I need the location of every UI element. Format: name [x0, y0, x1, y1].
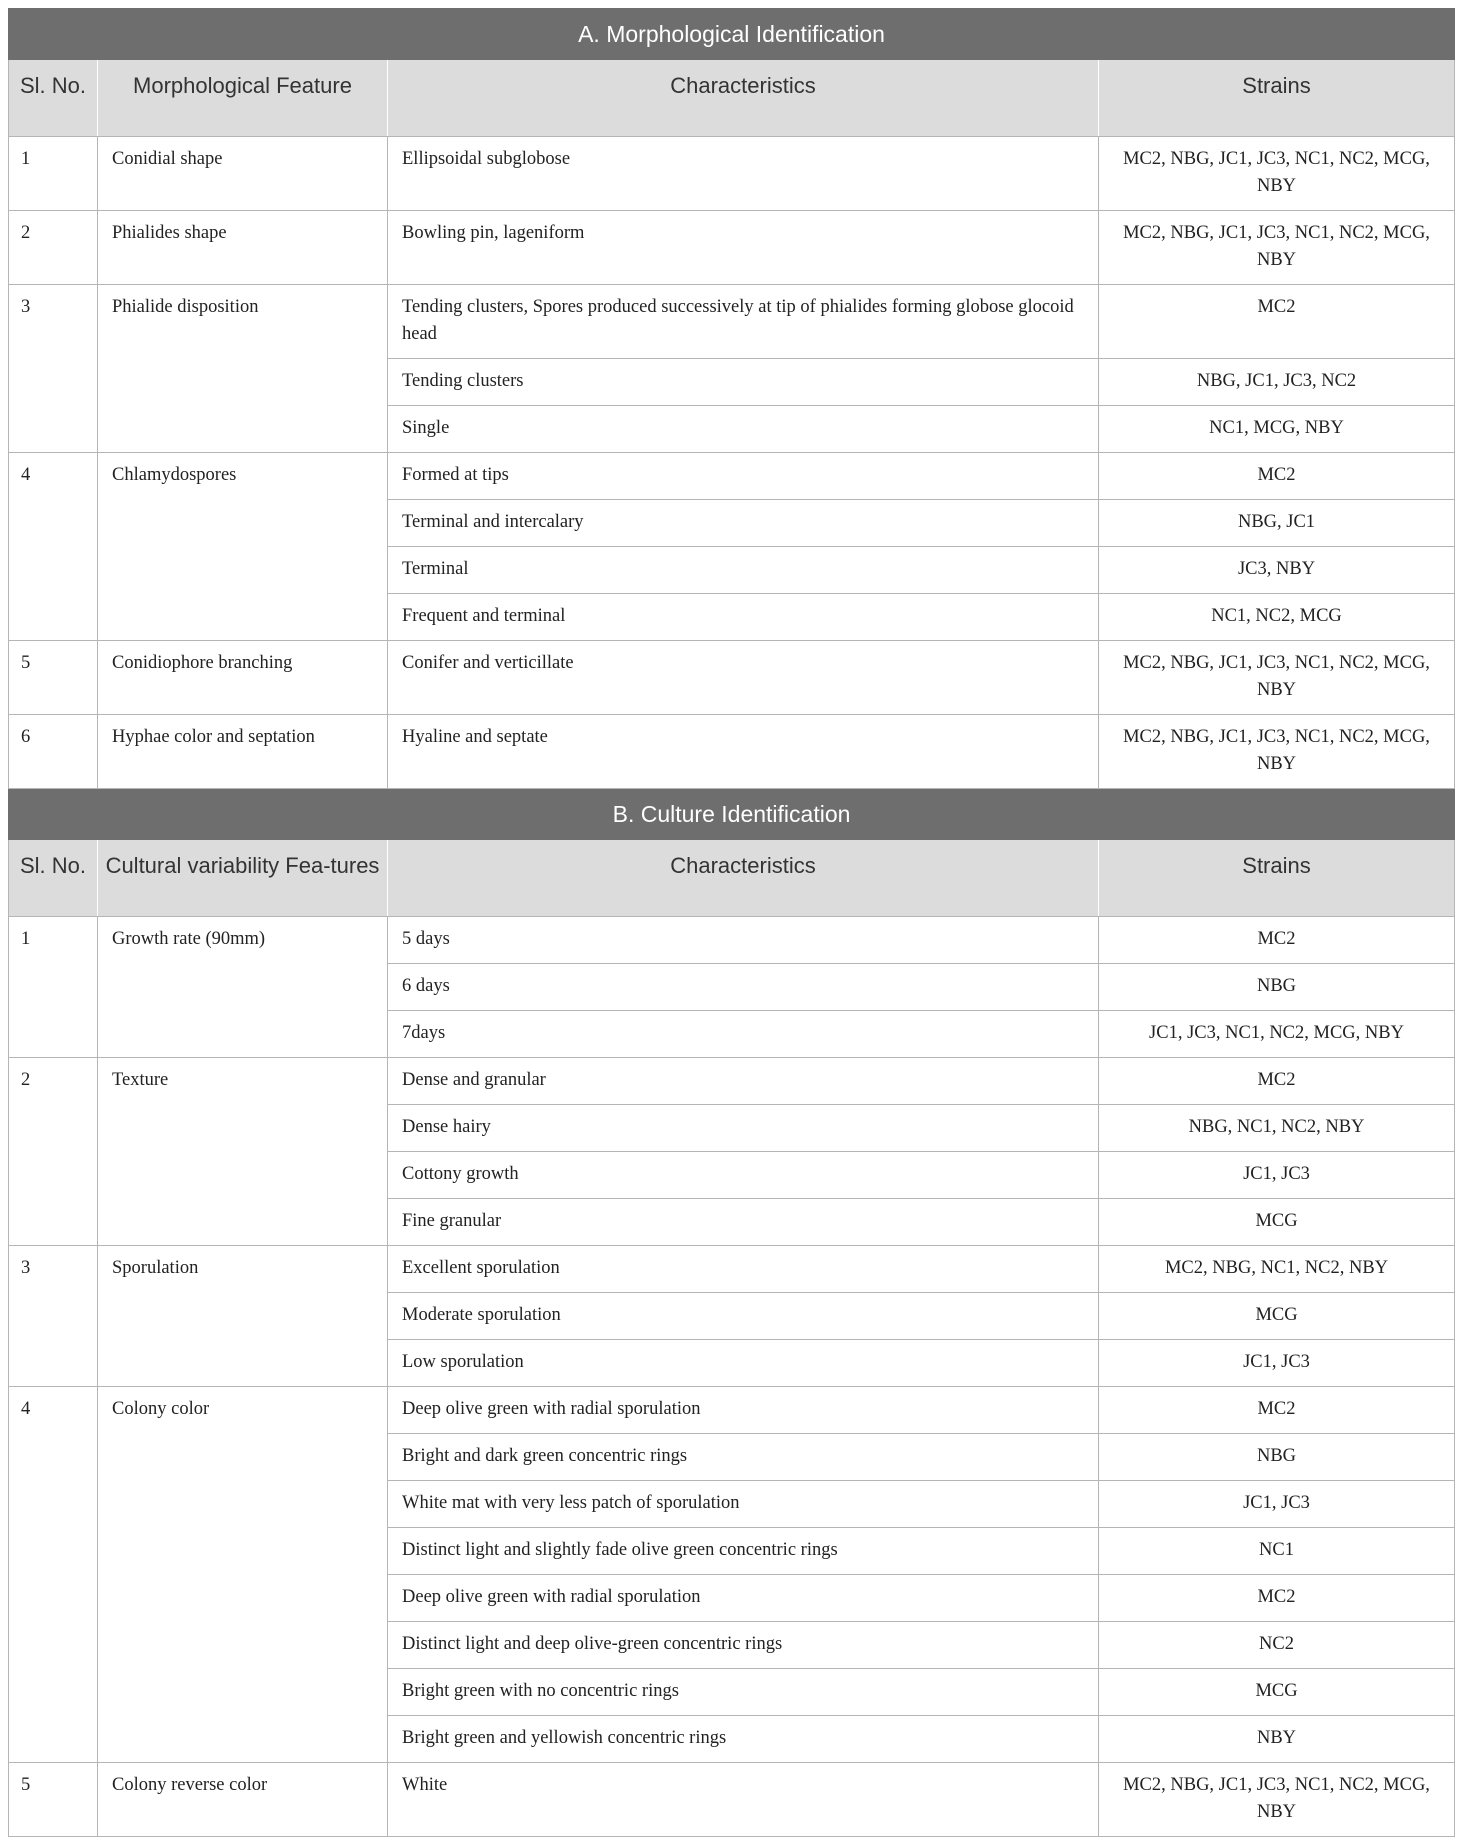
feature-cell: Phialide disposition	[98, 285, 388, 453]
strains-cell: NC1, MCG, NBY	[1099, 406, 1455, 453]
characteristics-cell: Bright green and yellowish concentric rings	[388, 1716, 1099, 1763]
table-row	[9, 1058, 1455, 1105]
column-header: Characteristics	[388, 840, 1099, 917]
identification-table	[8, 8, 1455, 1837]
characteristics-cell: Distinct light and deep olive-green concentric rings	[388, 1622, 1099, 1669]
strains-cell: MC2	[1099, 1387, 1455, 1434]
strains-cell: MC2, NBG, JC1, JC3, NC1, NC2, MCG, NBY	[1099, 715, 1455, 789]
column-header: Characteristics	[388, 60, 1099, 137]
strains-cell: JC1, JC3	[1099, 1481, 1455, 1528]
characteristics-cell: Formed at tips	[388, 453, 1099, 500]
strains-cell: NBG	[1099, 964, 1455, 1011]
section-title: A. Morphological Identification	[9, 9, 1455, 60]
characteristics-cell: Bowling pin, lageniform	[388, 211, 1099, 285]
row-number: 2	[9, 1058, 98, 1246]
strains-cell: NBG, JC1	[1099, 500, 1455, 547]
characteristics-cell: Dense and granular	[388, 1058, 1099, 1105]
table-row	[9, 917, 1455, 964]
characteristics-cell: Low sporulation	[388, 1340, 1099, 1387]
feature-cell: Texture	[98, 1058, 388, 1246]
characteristics-cell: White mat with very less patch of sporulation	[388, 1481, 1099, 1528]
strains-cell: MC2, NBG, JC1, JC3, NC1, NC2, MCG, NBY	[1099, 137, 1455, 211]
strains-cell: MC2, NBG, JC1, JC3, NC1, NC2, MCG, NBY	[1099, 1763, 1455, 1837]
row-number: 5	[9, 641, 98, 715]
characteristics-cell: Distinct light and slightly fade olive green concentric rings	[388, 1528, 1099, 1575]
characteristics-cell: Hyaline and septate	[388, 715, 1099, 789]
feature-cell: Colony color	[98, 1387, 388, 1763]
characteristics-cell: 6 days	[388, 964, 1099, 1011]
characteristics-cell: Deep olive green with radial sporulation	[388, 1575, 1099, 1622]
column-header: Strains	[1099, 840, 1455, 917]
table-row	[9, 1387, 1455, 1434]
feature-cell: Hyphae color and septation	[98, 715, 388, 789]
characteristics-cell: Terminal and intercalary	[388, 500, 1099, 547]
strains-cell: MC2, NBG, JC1, JC3, NC1, NC2, MCG, NBY	[1099, 641, 1455, 715]
feature-cell: Conidial shape	[98, 137, 388, 211]
strains-cell: NC1, NC2, MCG	[1099, 594, 1455, 641]
characteristics-cell: Single	[388, 406, 1099, 453]
column-header: Sl. No.	[9, 60, 98, 137]
strains-cell: NBY	[1099, 1716, 1455, 1763]
strains-cell: MC2	[1099, 1058, 1455, 1105]
row-number: 5	[9, 1763, 98, 1837]
table-row	[9, 137, 1455, 211]
characteristics-cell: Fine granular	[388, 1199, 1099, 1246]
characteristics-cell: Tending clusters, Spores produced successively at tip of phialides forming globose glocoid head	[388, 285, 1099, 359]
column-header: Morphological Feature	[98, 60, 388, 137]
characteristics-cell: White	[388, 1763, 1099, 1837]
strains-cell: NBG, JC1, JC3, NC2	[1099, 359, 1455, 406]
strains-cell: MC2, NBG, JC1, JC3, NC1, NC2, MCG, NBY	[1099, 211, 1455, 285]
characteristics-cell: Tending clusters	[388, 359, 1099, 406]
characteristics-cell: Cottony growth	[388, 1152, 1099, 1199]
table-row	[9, 715, 1455, 789]
characteristics-cell: 5 days	[388, 917, 1099, 964]
characteristics-cell: Bright green with no concentric rings	[388, 1669, 1099, 1716]
header-row	[9, 60, 1455, 137]
section-title-row	[9, 9, 1455, 60]
strains-cell: MCG	[1099, 1293, 1455, 1340]
column-header: Sl. No.	[9, 840, 98, 917]
characteristics-cell: Conifer and verticillate	[388, 641, 1099, 715]
feature-cell: Growth rate (90mm)	[98, 917, 388, 1058]
characteristics-cell: 7days	[388, 1011, 1099, 1058]
feature-cell: Conidiophore branching	[98, 641, 388, 715]
section-title-row	[9, 789, 1455, 840]
strains-cell: MC2	[1099, 285, 1455, 359]
table-row	[9, 1246, 1455, 1293]
column-header: Strains	[1099, 60, 1455, 137]
strains-cell: NC2	[1099, 1622, 1455, 1669]
row-number: 4	[9, 453, 98, 641]
table-row	[9, 211, 1455, 285]
characteristics-cell: Frequent and terminal	[388, 594, 1099, 641]
strains-cell: JC3, NBY	[1099, 547, 1455, 594]
feature-cell: Sporulation	[98, 1246, 388, 1387]
section-title: B. Culture Identification	[9, 789, 1455, 840]
header-row	[9, 840, 1455, 917]
row-number: 3	[9, 1246, 98, 1387]
row-number: 6	[9, 715, 98, 789]
characteristics-cell: Dense hairy	[388, 1105, 1099, 1152]
characteristics-cell: Bright and dark green concentric rings	[388, 1434, 1099, 1481]
strains-cell: MC2	[1099, 1575, 1455, 1622]
strains-cell: JC1, JC3, NC1, NC2, MCG, NBY	[1099, 1011, 1455, 1058]
characteristics-cell: Ellipsoidal subglobose	[388, 137, 1099, 211]
strains-cell: MC2	[1099, 917, 1455, 964]
strains-cell: MCG	[1099, 1199, 1455, 1246]
characteristics-cell: Moderate sporulation	[388, 1293, 1099, 1340]
strains-cell: NC1	[1099, 1528, 1455, 1575]
row-number: 4	[9, 1387, 98, 1763]
strains-cell: NBG, NC1, NC2, NBY	[1099, 1105, 1455, 1152]
strains-cell: MC2	[1099, 453, 1455, 500]
table-row	[9, 1763, 1455, 1837]
row-number: 1	[9, 137, 98, 211]
table-row	[9, 285, 1455, 359]
characteristics-cell: Terminal	[388, 547, 1099, 594]
feature-cell: Chlamydospores	[98, 453, 388, 641]
characteristics-cell: Deep olive green with radial sporulation	[388, 1387, 1099, 1434]
strains-cell: NBG	[1099, 1434, 1455, 1481]
feature-cell: Colony reverse color	[98, 1763, 388, 1837]
table-row	[9, 453, 1455, 500]
row-number: 1	[9, 917, 98, 1058]
strains-cell: MC2, NBG, NC1, NC2, NBY	[1099, 1246, 1455, 1293]
strains-cell: MCG	[1099, 1669, 1455, 1716]
row-number: 2	[9, 211, 98, 285]
characteristics-cell: Excellent sporulation	[388, 1246, 1099, 1293]
feature-cell: Phialides shape	[98, 211, 388, 285]
strains-cell: JC1, JC3	[1099, 1152, 1455, 1199]
table-row	[9, 641, 1455, 715]
column-header: Cultural variability Fea-tures	[98, 840, 388, 917]
strains-cell: JC1, JC3	[1099, 1340, 1455, 1387]
row-number: 3	[9, 285, 98, 453]
